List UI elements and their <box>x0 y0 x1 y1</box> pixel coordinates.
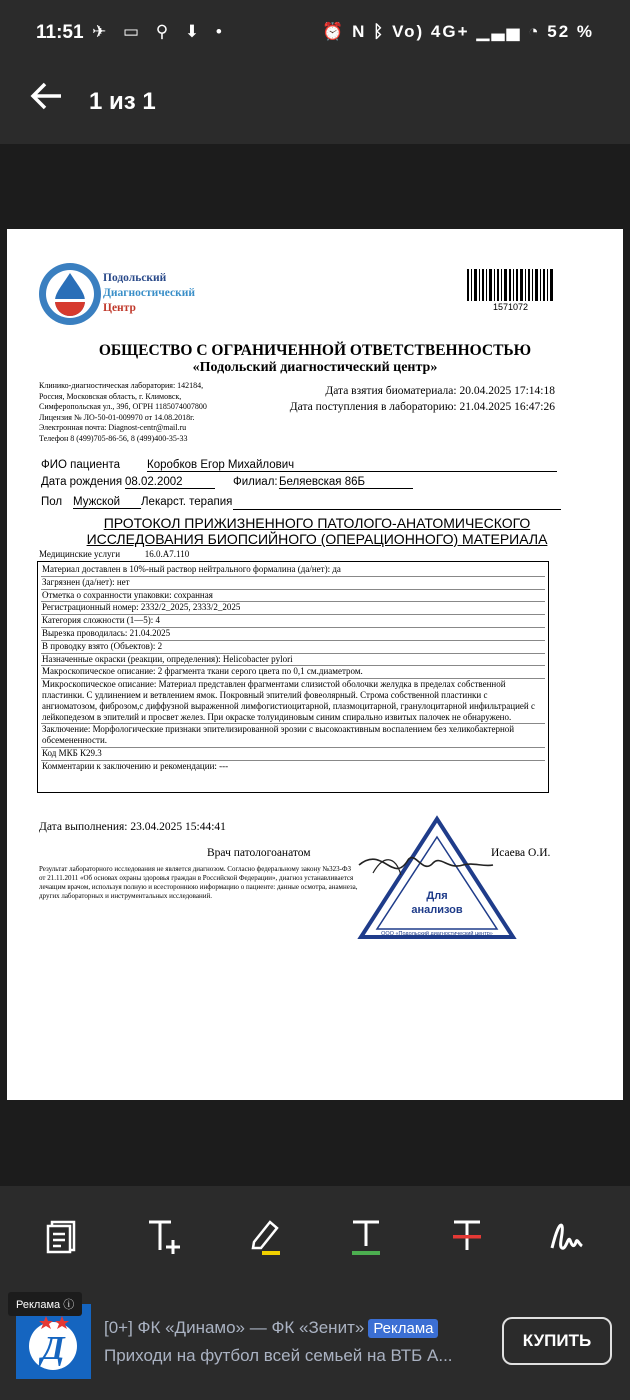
signature-icon[interactable] <box>546 1214 590 1258</box>
bluetooth-icon: ᛒ <box>373 22 386 41</box>
branch-label: Филиал: <box>233 476 278 488</box>
date-taken: 20.04.2025 17:14:18 <box>459 385 555 397</box>
ad-tag: Реклама <box>368 1319 438 1338</box>
document-page <box>7 229 623 1100</box>
logo-line-3: Центр <box>103 302 136 314</box>
protocol-title-line-2: ИССЛЕДОВАНИЯ БИОПСИЙНОГО (ОПЕРАЦИОННОГО) МАТЕРИАЛА <box>86 531 548 547</box>
lab-info-line: Электронная почта: Diagnost-centr@mail.ru <box>39 423 187 432</box>
sex-value: Мужской <box>73 496 141 509</box>
battery-level: 52 % <box>547 22 594 41</box>
logo-line-1: Подольский <box>103 272 167 284</box>
status-time: 11:51 <box>36 22 84 43</box>
network-label: Vo) 4G+ <box>392 22 470 41</box>
report-line: Вырезка проводилась: 21.04.2025 <box>41 628 545 641</box>
report-line: Макроскопическое описание: 2 фрагмента ткани серого цвета по 0,1 см.диаметром. <box>41 666 545 679</box>
protocol-title <box>47 515 587 547</box>
date-received: 21.04.2025 16:47:26 <box>459 401 555 413</box>
report-line: Комментарии к заключению и рекомендации: --- <box>42 760 229 771</box>
exec-date <box>39 821 226 833</box>
add-text-icon[interactable] <box>143 1214 187 1258</box>
lab-info-line: Россия, Московская область, г. Климовск, <box>39 391 182 401</box>
report-line: Код МКБ К29.3 <box>41 748 545 761</box>
report-line: Материал доставлен в 10%-ный раствор нейтрального формалина (да/нет): да <box>41 564 545 577</box>
annotation-toolbar <box>0 1186 630 1284</box>
back-arrow-icon[interactable] <box>24 76 70 122</box>
highlight-icon[interactable] <box>244 1214 288 1258</box>
therapy-label: Лекарст. терапия <box>141 496 233 508</box>
report-line: Отметка о сохранности упаковки: сохранная <box>41 590 545 603</box>
report-line: Заключение: Морфологические признаки эпителизированной эрозии с высокоактивным воспалением без хеликобактерной обсемененности. <box>41 724 545 748</box>
birth-date: 08.02.2002 <box>125 476 215 489</box>
copy-pages-icon[interactable] <box>40 1214 84 1258</box>
sample-dates <box>267 383 555 415</box>
exec-date-label: Дата выполнения: <box>39 821 128 833</box>
report-line: Загрязнен (да/нет): нет <box>41 577 545 590</box>
ad-logo-letter: Д <box>41 1330 65 1367</box>
patient-name: Коробков Егор Михайлович <box>147 459 557 472</box>
protocol-title-line-1: ПРОТОКОЛ ПРИЖИЗНЕННОГО ПАТОЛОГО-АНАТОМИЧЕСКОГО <box>103 515 531 531</box>
medical-services <box>39 549 549 559</box>
clinic-logo-icon <box>37 261 103 327</box>
stamp-text-1: Для <box>426 890 448 902</box>
nfc-icon: N <box>352 22 367 41</box>
report-line: Микроскопическое описание: Материал представлен фрагментами слизистой оболочки желудка в пределах собственной пластинки. С удлинением и ветвлением ямок. Покровный эпителий фовеолярный. Строма собственной пластинки с ангиоматозом, фиброзом,с диффузной выраженной лимфогистиоцитарной, плазмоцитарной, гранулоцитарной инфильтрацией с лейкопедезом в эпителий и просвет желез. При окраске толуидиновым синим спирально извитых палочек не обнаружено. <box>41 679 545 724</box>
status-right <box>322 22 594 42</box>
org-quote: «Подольский диагностический центр» <box>192 360 438 375</box>
lab-info-line: Симферопольская ул., 39б, ОГРН 1185074007800 <box>39 402 207 411</box>
ad-title[interactable] <box>104 1318 438 1338</box>
lab-info <box>39 381 207 444</box>
ad-title-text: [0+] ФК «Динамо» — ФК «Зенит» <box>104 1318 365 1337</box>
logo-line-2: Диагностический <box>103 287 195 299</box>
alarm-icon: ⏰ <box>322 22 346 41</box>
report-line: Назначенные окраски (реакции, определения): Helicobacter pylori <box>41 654 545 667</box>
buy-button[interactable]: КУПИТЬ <box>502 1317 612 1365</box>
barcode-icon <box>467 269 555 301</box>
sex-label: Пол <box>41 496 63 508</box>
strikethrough-text-icon[interactable] <box>445 1214 489 1258</box>
report-line: Категория сложности (1—5): 4 <box>41 615 545 628</box>
lab-info-line: Телефон 8 (499)705-86-56, 8 (499)400-35-33 <box>39 433 188 443</box>
doctor-name: Исаева О.И. <box>491 847 551 859</box>
signal-icon: ▁▃▅ <box>476 22 522 41</box>
stamp-signature-icon <box>353 815 521 945</box>
org-name: ОБЩЕСТВО С ОГРАНИЧЕННОЙ ОТВЕТСТВЕННОСТЬЮ <box>98 342 532 359</box>
document-viewer[interactable] <box>0 144 630 1186</box>
ad-banner[interactable] <box>0 1284 630 1400</box>
app-bar <box>0 66 630 144</box>
report-line: Регистрационный номер: 2332/2_2025, 2333/2_2025 <box>41 602 545 615</box>
status-bar <box>0 0 630 66</box>
underline-text-icon[interactable] <box>344 1214 388 1258</box>
info-icon[interactable]: ⓘ <box>63 1299 75 1311</box>
date-received-label: Дата поступления в лабораторию: <box>289 401 457 413</box>
lab-info-line: Лицензия № ЛО-50-01-009970 от 14.08.2018г. <box>39 412 195 422</box>
stamp-text-2: анализов <box>411 904 463 916</box>
ad-subtitle[interactable]: Приходи на футбол всей семьей на ВТБ А... <box>104 1346 453 1365</box>
patient-label: ФИО пациента <box>41 459 121 471</box>
ad-badge <box>8 1292 82 1316</box>
disclaimer: Результат лабораторного исследования не является диагнозом. Согласно федеральному закону №323-ФЗ от 21.11.2011 «Об основах охраны здоровья граждан в Российской Федерации», диагноз устанавливается лечащим врачом, используя полную и всестороннюю информацию о пациенте: данные осмотра, анамнеза, других лабораторных и инструментальных исследований. <box>39 865 358 900</box>
therapy-value <box>233 496 561 510</box>
notification-icons: ✈ ▭ ⚲ ⬇ • <box>92 22 228 41</box>
battery-icon: ◔ <box>528 22 541 41</box>
branch-value: Беляевская 86Б <box>279 476 413 489</box>
birth-label: Дата рождения <box>41 476 123 488</box>
services-label: Медицинские услуги <box>39 549 121 559</box>
lab-info-line: Клинико-диагностическая лаборатория: 142184, <box>39 381 204 390</box>
clinic-logo-text <box>103 271 195 316</box>
page-indicator: 1 из 1 <box>89 88 156 115</box>
stamp-bottom-text: ООО «Подольский диагностический центр» <box>381 931 493 937</box>
exec-date-value: 23.04.2025 15:44:41 <box>130 821 226 833</box>
report-box <box>37 561 549 793</box>
doctor-label: Врач патологоанатом <box>207 847 311 859</box>
report-line: В проводку взято (Объектов): 2 <box>41 641 545 654</box>
barcode-number: 1571072 <box>493 302 529 312</box>
ad-badge-label: Реклама <box>16 1299 61 1311</box>
services-code: 16.0.А7.110 <box>144 549 190 559</box>
date-taken-label: Дата взятия биоматериала: <box>325 385 457 397</box>
